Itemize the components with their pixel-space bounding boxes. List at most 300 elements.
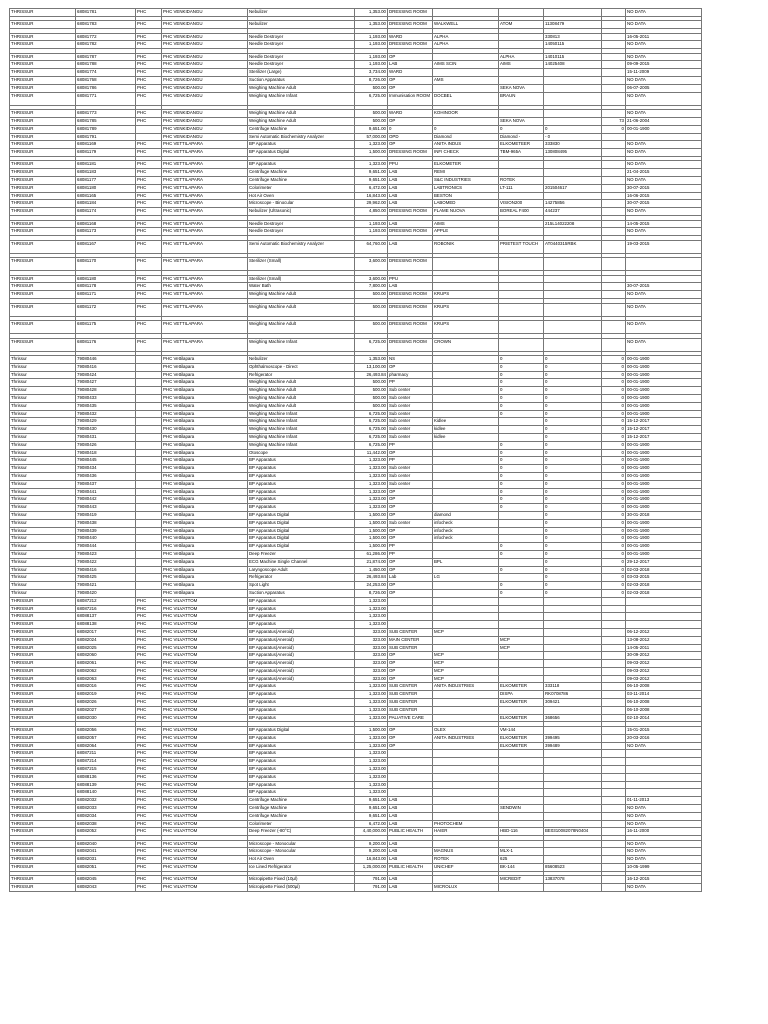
asset-id-cell: 68082043 (76, 884, 136, 892)
location-cell (388, 597, 433, 605)
district-cell: Thrissur (10, 387, 76, 395)
district-cell: THRISSUR (10, 856, 76, 864)
asset-id-cell: 68082030 (76, 714, 136, 722)
install-date-cell: 21-06-2004 (626, 117, 702, 125)
institution-name-cell: PHC VENKIDANGU (162, 117, 248, 125)
serial-number-cell (544, 338, 602, 351)
model-cell (499, 169, 544, 177)
model-cell: VM-144 (499, 726, 544, 734)
location-cell: OP (388, 527, 433, 535)
institution-type-cell (136, 589, 162, 597)
institution-name-cell: PHC VILVATTOM (162, 628, 248, 636)
district-cell: Thrissur (10, 457, 76, 465)
serial-number-cell (544, 840, 602, 848)
asset-id-cell: 79080430 (76, 426, 136, 434)
location-cell: PP (388, 543, 433, 551)
district-cell: THRISSUR (10, 597, 76, 605)
institution-name-cell: PHC VENKIDANGU (162, 92, 248, 105)
location-cell: Sub center (388, 519, 433, 527)
manufacturer-cell: INFI CHECK (433, 149, 499, 157)
cost-cell: 9,651.00 (355, 812, 388, 820)
serial-number-cell (544, 758, 602, 766)
install-date-cell: 00-01-1900 (626, 356, 702, 364)
institution-type-cell: PHC (136, 856, 162, 864)
asset-id-cell: 79080420 (76, 589, 136, 597)
institution-type-cell: PHC (136, 628, 162, 636)
extra-cell (602, 53, 626, 61)
location-cell: DRESSING ROOM (388, 208, 433, 216)
location-cell: Sub center (388, 418, 433, 426)
asset-id-cell: 68082051 (76, 864, 136, 872)
district-cell: THRISSUR (10, 21, 76, 29)
extra-cell: 0 (602, 535, 626, 543)
table-row (10, 53, 702, 61)
manufacturer-cell (433, 765, 499, 773)
asset-id-cell: 68082061 (76, 660, 136, 668)
model-cell (499, 574, 544, 582)
asset-id-cell: 79080446 (76, 356, 136, 364)
institution-type-cell (136, 418, 162, 426)
model-cell (499, 321, 544, 334)
serial-number-cell (544, 848, 602, 856)
equipment-name-cell: Nebulizer (Ultrasonic) (248, 208, 355, 216)
institution-type-cell (136, 387, 162, 395)
equipment-name-cell: Suction Apparatus (248, 589, 355, 597)
extra-cell (602, 699, 626, 707)
location-cell: LAB (388, 184, 433, 192)
cost-cell: 1,193.00 (355, 61, 388, 69)
equipment-name-cell: Weighing Machine Adult (248, 110, 355, 118)
cost-cell: 1,193.00 (355, 53, 388, 61)
install-date-cell: 10-05-1999 (626, 864, 702, 872)
serial-number-cell (544, 628, 602, 636)
extra-cell (602, 110, 626, 118)
install-date-cell: 06-10-2008 (626, 683, 702, 691)
table-row (10, 550, 702, 558)
equipment-name-cell: Refrigerator (248, 371, 355, 379)
table-row (10, 426, 702, 434)
institution-type-cell: PHC (136, 683, 162, 691)
table-row (10, 84, 702, 92)
equipment-name-cell: Needle Destroyer (248, 228, 355, 236)
model-cell: 0 (499, 387, 544, 395)
cost-cell: 16,843.00 (355, 192, 388, 200)
serial-number-cell (544, 789, 602, 797)
district-cell: THRISSUR (10, 321, 76, 334)
asset-id-cell: 79080440 (76, 535, 136, 543)
asset-id-cell: 68081184 (76, 200, 136, 208)
institution-name-cell: PHC VETTILAPARA (162, 228, 248, 236)
model-cell (499, 519, 544, 527)
model-cell (499, 789, 544, 797)
district-cell: Thrissur (10, 395, 76, 403)
table-row (10, 734, 702, 742)
model-cell: 0 (499, 125, 544, 133)
cost-cell: 7,800.00 (355, 283, 388, 291)
institution-type-cell: PHC (136, 781, 162, 789)
location-cell: OP (388, 582, 433, 590)
table-row (10, 675, 702, 683)
equipment-name-cell: Microscope - Binocular (248, 200, 355, 208)
model-cell (499, 535, 544, 543)
equipment-name-cell: Micropipette Fixed (500µl) (248, 884, 355, 892)
extra-cell (602, 220, 626, 228)
asset-id-cell: 68081170 (76, 258, 136, 271)
cost-cell: 1,323.00 (355, 765, 388, 773)
district-cell: Thrissur (10, 543, 76, 551)
install-date-cell: 15-12-2017 (626, 433, 702, 441)
extra-cell (602, 303, 626, 316)
extra-cell (602, 21, 626, 29)
equipment-name-cell: BP Apparatus (248, 789, 355, 797)
institution-name-cell: PHC Vettilapara (162, 589, 248, 597)
district-cell: THRISSUR (10, 192, 76, 200)
asset-id-cell: 79080428 (76, 387, 136, 395)
model-cell: SEKA NOVA (499, 117, 544, 125)
institution-name-cell: PHC VENKIDANGU (162, 110, 248, 118)
institution-name-cell: PHC Vettilapara (162, 496, 248, 504)
serial-number-cell (544, 675, 602, 683)
cost-cell: 1,323.00 (355, 613, 388, 621)
institution-name-cell: PHC VETTILAPARA (162, 220, 248, 228)
asset-id-cell: 79080425 (76, 574, 136, 582)
institution-type-cell: PHC (136, 820, 162, 828)
install-date-cell: NO DATA (626, 228, 702, 236)
install-date-cell (626, 789, 702, 797)
serial-number-cell: 0 (544, 387, 602, 395)
model-cell: 0 (499, 566, 544, 574)
district-cell: Thrissur (10, 582, 76, 590)
serial-number-cell (544, 169, 602, 177)
extra-cell (602, 321, 626, 334)
equipment-name-cell: BP Apparatus (248, 699, 355, 707)
model-cell: 0 (499, 410, 544, 418)
district-cell: THRISSUR (10, 848, 76, 856)
install-date-cell (626, 605, 702, 613)
district-cell: Thrissur (10, 519, 76, 527)
institution-type-cell: PHC (136, 726, 162, 734)
asset-id-cell: 79080418 (76, 449, 136, 457)
table-row (10, 418, 702, 426)
install-date-cell: 00-01-1900 (626, 457, 702, 465)
district-cell: THRISSUR (10, 9, 76, 17)
location-cell: LAB (388, 804, 433, 812)
institution-type-cell: PHC (136, 691, 162, 699)
asset-id-cell: 79080419 (76, 511, 136, 519)
model-cell: BK-144 (499, 864, 544, 872)
cost-cell: 6,725.00 (355, 433, 388, 441)
extra-cell (602, 141, 626, 149)
institution-type-cell: PHC (136, 758, 162, 766)
equipment-name-cell: BP Apparatus (248, 605, 355, 613)
institution-name-cell: PHC VILVATTOM (162, 652, 248, 660)
extra-cell: 0 (602, 356, 626, 364)
table-row (10, 465, 702, 473)
asset-id-cell: 68081180 (76, 184, 136, 192)
equipment-name-cell: BP Apparatus (248, 597, 355, 605)
institution-name-cell: PHC VILVATTOM (162, 706, 248, 714)
location-cell: OP (388, 363, 433, 371)
install-date-cell: NO DATA (626, 820, 702, 828)
install-date-cell: 02-03-2018 (626, 589, 702, 597)
location-cell: OP (388, 77, 433, 85)
district-cell: THRISSUR (10, 61, 76, 69)
institution-name-cell: PHC Vettilapara (162, 441, 248, 449)
model-cell (499, 597, 544, 605)
manufacturer-cell (433, 699, 499, 707)
serial-number-cell (544, 321, 602, 334)
location-cell: LAB (388, 240, 433, 253)
extra-cell (602, 161, 626, 169)
manufacturer-cell (433, 53, 499, 61)
institution-type-cell (136, 133, 162, 141)
extra-cell: 0 (602, 574, 626, 582)
cost-cell: 1,353.00 (355, 21, 388, 29)
model-cell: 0 (499, 543, 544, 551)
serial-number-cell: - 0 (544, 133, 602, 141)
manufacturer-cell: MCP (433, 628, 499, 636)
asset-id-cell: 79080439 (76, 527, 136, 535)
model-cell: SENDWIN (499, 804, 544, 812)
model-cell: MICREDIT (499, 876, 544, 884)
asset-id-cell: 68087216 (76, 605, 136, 613)
extra-cell: 0 (602, 511, 626, 519)
equipment-name-cell: Nebulizer (248, 356, 355, 364)
manufacturer-cell (433, 504, 499, 512)
table-row (10, 750, 702, 758)
extra-cell (602, 667, 626, 675)
serial-number-cell (544, 161, 602, 169)
institution-type-cell (136, 496, 162, 504)
table-row (10, 338, 702, 351)
table-row (10, 884, 702, 892)
model-cell (499, 161, 544, 169)
institution-type-cell: PHC (136, 765, 162, 773)
install-date-cell: 13-08-2012 (626, 636, 702, 644)
institution-type-cell: PHC (136, 597, 162, 605)
cost-cell: 1,500.00 (355, 527, 388, 535)
table-row (10, 691, 702, 699)
cost-cell: 1,353.00 (355, 356, 388, 364)
model-cell: DISPA (499, 691, 544, 699)
model-cell: 0 (499, 480, 544, 488)
location-cell: SUB CENTER (388, 628, 433, 636)
serial-number-cell (544, 781, 602, 789)
institution-name-cell: PHC VENKIDANGU (162, 33, 248, 41)
extra-cell (602, 628, 626, 636)
location-cell: LAB (388, 876, 433, 884)
table-row (10, 200, 702, 208)
serial-number-cell: 0 (544, 511, 602, 519)
district-cell: THRISSUR (10, 53, 76, 61)
table-row (10, 543, 702, 551)
equipment-name-cell: Laryngoscope Adult (248, 566, 355, 574)
table-row (10, 558, 702, 566)
model-cell: BRAUN (499, 92, 544, 105)
cost-cell: 1,323.00 (355, 141, 388, 149)
cost-cell: 1,323.00 (355, 789, 388, 797)
institution-type-cell: PHC (136, 644, 162, 652)
institution-type-cell: PHC (136, 117, 162, 125)
location-cell (388, 758, 433, 766)
extra-cell (602, 691, 626, 699)
asset-id-cell: 79080436 (76, 472, 136, 480)
model-cell (499, 258, 544, 271)
asset-id-cell: 68081172 (76, 303, 136, 316)
model-cell: ELKOMETER (499, 742, 544, 750)
serial-number-cell (544, 258, 602, 271)
model-cell (499, 77, 544, 85)
institution-name-cell: PHC Vettilapara (162, 582, 248, 590)
asset-id-cell: 68087211 (76, 750, 136, 758)
manufacturer-cell (433, 379, 499, 387)
institution-type-cell (136, 395, 162, 403)
cost-cell: 500.00 (355, 402, 388, 410)
location-cell: Sub center (388, 395, 433, 403)
manufacturer-cell: PHOTOCHEM (433, 820, 499, 828)
model-cell (499, 781, 544, 789)
equipment-name-cell: Hot Air Oven (248, 192, 355, 200)
institution-type-cell (136, 465, 162, 473)
institution-type-cell: PHC (136, 141, 162, 149)
cost-cell: 1,323.00 (355, 683, 388, 691)
institution-name-cell: PHC VETTILAPARA (162, 184, 248, 192)
institution-type-cell: PHC (136, 220, 162, 228)
institution-type-cell: PHC (136, 804, 162, 812)
install-date-cell: NO DATA (626, 149, 702, 157)
asset-id-cell: 68081179 (76, 149, 136, 157)
location-cell: OP (388, 117, 433, 125)
serial-number-cell: 333830 (544, 141, 602, 149)
manufacturer-cell: MCP (433, 667, 499, 675)
manufacturer-cell (433, 636, 499, 644)
table-row (10, 275, 702, 283)
institution-type-cell: PHC (136, 773, 162, 781)
install-date-cell: 00-01-1900 (626, 480, 702, 488)
table-row (10, 789, 702, 797)
location-cell: DRESSING ROOM (388, 303, 433, 316)
institution-name-cell: PHC VILVATTOM (162, 848, 248, 856)
asset-id-cell: 68082025 (76, 644, 136, 652)
serial-number-cell (544, 812, 602, 820)
cost-cell: 1,500.00 (355, 511, 388, 519)
district-cell: THRISSUR (10, 828, 76, 836)
extra-cell: 0 (602, 433, 626, 441)
serial-number-cell (544, 291, 602, 299)
install-date-cell: 15-12-2017 (626, 418, 702, 426)
district-cell: Thrissur (10, 410, 76, 418)
district-cell: THRISSUR (10, 675, 76, 683)
manufacturer-cell: ROBONIK (433, 240, 499, 253)
location-cell (388, 750, 433, 758)
district-cell: THRISSUR (10, 876, 76, 884)
equipment-name-cell: Sterilizer (Small) (248, 258, 355, 271)
institution-type-cell (136, 519, 162, 527)
equipment-name-cell: Nebulizer (248, 21, 355, 29)
district-cell: THRISSUR (10, 644, 76, 652)
install-date-cell: 00-01-1900 (626, 371, 702, 379)
district-cell: THRISSUR (10, 742, 76, 750)
asset-id-cell: 79080416 (76, 566, 136, 574)
model-cell: 0 (499, 504, 544, 512)
cost-cell: 791.00 (355, 876, 388, 884)
institution-name-cell: PHC VILVATTOM (162, 773, 248, 781)
asset-id-cell: 68088139 (76, 781, 136, 789)
equipment-name-cell: Otoscope (248, 449, 355, 457)
asset-id-cell: 68082017 (76, 628, 136, 636)
institution-type-cell: PHC (136, 228, 162, 236)
table-row (10, 683, 702, 691)
extra-cell (602, 228, 626, 236)
cost-cell: 500.00 (355, 291, 388, 299)
install-date-cell: 00-01-1900 (626, 465, 702, 473)
install-date-cell: 00-01-1900 (626, 472, 702, 480)
table-row (10, 283, 702, 291)
extra-cell (602, 177, 626, 185)
manufacturer-cell (433, 714, 499, 722)
extra-cell (602, 92, 626, 105)
location-cell: PUBLIC HEALTH (388, 828, 433, 836)
institution-type-cell: PHC (136, 734, 162, 742)
equipment-name-cell: Centrifuge Machine (248, 177, 355, 185)
asset-id-cell: 68082063 (76, 675, 136, 683)
location-cell: OP (388, 589, 433, 597)
serial-number-cell (544, 177, 602, 185)
district-cell: THRISSUR (10, 613, 76, 621)
manufacturer-cell (433, 706, 499, 714)
install-date-cell: 00-01-1900 (626, 550, 702, 558)
cost-cell: 1,193.00 (355, 228, 388, 236)
table-row (10, 363, 702, 371)
equipment-name-cell: BP Apparatus(Aneroid) (248, 660, 355, 668)
location-cell: pharmacy (388, 371, 433, 379)
equipment-name-cell: BP Apparatus (248, 141, 355, 149)
model-cell (499, 275, 544, 283)
table-row (10, 133, 702, 141)
equipment-name-cell: BP Apparatus (248, 750, 355, 758)
model-cell (499, 605, 544, 613)
district-cell: THRISSUR (10, 864, 76, 872)
institution-type-cell: PHC (136, 876, 162, 884)
table-row (10, 449, 702, 457)
asset-id-cell: 68082016 (76, 683, 136, 691)
district-cell: THRISSUR (10, 789, 76, 797)
location-cell: SUB CENTER (388, 683, 433, 691)
institution-name-cell: PHC VILVATTOM (162, 644, 248, 652)
table-row (10, 797, 702, 805)
model-cell: 0 (499, 449, 544, 457)
extra-cell (602, 804, 626, 812)
location-cell: LAB (388, 884, 433, 892)
asset-id-cell: 68082041 (76, 848, 136, 856)
asset-id-cell: 68081782 (76, 41, 136, 49)
table-row (10, 110, 702, 118)
table-row (10, 141, 702, 149)
cost-cell: 61,286.00 (355, 550, 388, 558)
extra-cell (602, 33, 626, 41)
table-row (10, 726, 702, 734)
install-date-cell: NO DATA (626, 321, 702, 334)
cost-cell: 64,760.00 (355, 240, 388, 253)
extra-cell (602, 742, 626, 750)
cost-cell: 1,323.00 (355, 472, 388, 480)
extra-cell (602, 9, 626, 17)
institution-type-cell: PHC (136, 21, 162, 29)
asset-id-cell: 68081788 (76, 61, 136, 69)
location-cell: MAIN CENTER (388, 636, 433, 644)
asset-id-cell: 68081177 (76, 177, 136, 185)
table-row (10, 433, 702, 441)
